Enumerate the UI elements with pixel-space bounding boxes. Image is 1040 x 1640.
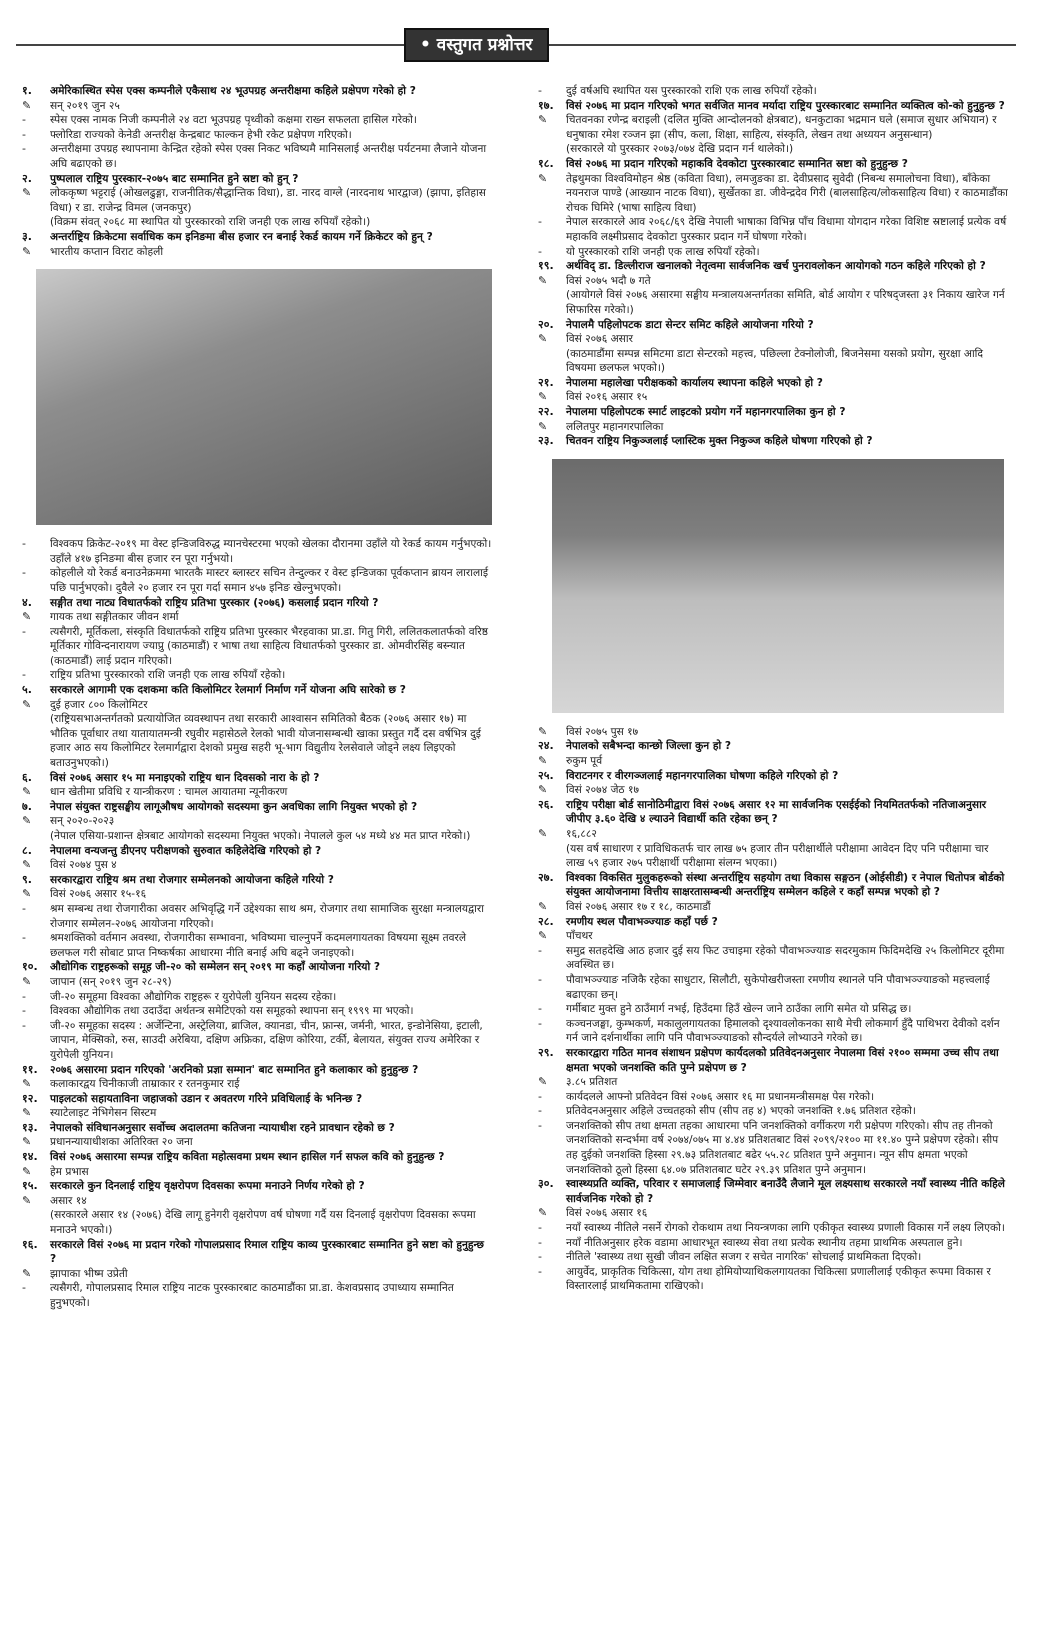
answer-text: पाँचथर (566, 930, 593, 943)
answer-row (22, 245, 492, 260)
answer-row (538, 827, 1008, 842)
item-marker (22, 712, 50, 770)
pencil-icon: ✎ (22, 98, 32, 112)
item-marker: ८. (22, 843, 32, 857)
answer-text: सन् २०१९ जुन २५ (50, 99, 120, 112)
question-text: अमेरिकास्थित स्पेस एक्स कम्पनीले एकैसाथ २४ भूउपग्रह अन्तरीक्षमा कहिले प्रक्षेपण गरेको हो ? (50, 85, 416, 97)
answer-text: प्रधानन्यायाधीशका अतिरिक्त २० जना (50, 1136, 193, 1149)
answer-text: चितवनका रणेन्द्र बराइली (दलित मुक्ति आन्दोलनको क्षेत्रबाट), धनकुटाका भद्रमान घले (समाज सुधार अभियान) र धनुषाका रमेश रञ्जन झा (सीप, कला, शिक्षा, साहित्य, संस्कृति, लेखन तथा अध्ययन अनुसन्धान) (566, 114, 997, 141)
question-row (22, 1063, 492, 1078)
answer-row (22, 829, 492, 844)
question-text: विराटनगर र वीरगञ्जलाई महानगरपालिका घोषणा कहिले गरिएको हो ? (566, 769, 839, 782)
question-text: नेपालमा पहिलोपटक स्मार्ट लाइटको प्रयोग गर्ने महानगरपालिका कुन हो ? (566, 406, 846, 419)
answer-row (22, 99, 492, 114)
answer-row (538, 944, 1008, 973)
answer-row (538, 973, 1008, 1002)
answer-row (538, 783, 1008, 798)
pencil-icon: ✎ (538, 1075, 548, 1089)
answer-row (538, 172, 1008, 216)
answer-row (22, 128, 492, 143)
answer-text: जी-२० समूहका सदस्य : अर्जेन्टिना, अस्ट्रेलिया, ब्राजिल, क्यानडा, चीन, फ्रान्स, जर्मनी, भारत, इन्डोनेसिया, इटाली, जापान, मेक्सिको, रुस, साउदी अरेबिया, दक्षिण अफ्रिका, दक्षिण कोरिया, टर्की, बेलायत, संयुक्त राज्य अमेरिका र युरोपेली युनियन। (50, 1019, 483, 1061)
item-marker: ११. (22, 1062, 38, 1076)
answer-row (22, 186, 492, 215)
item-marker: - (538, 972, 542, 986)
item-marker: - (538, 1104, 542, 1118)
answer-text: श्रमशक्तिको वर्तमान अवस्था, रोजगारीका सम्भावना, भविष्यमा चाल्नुपर्ने कदमलगायतका विषयमा सूक्ष्म तवरले छलफल गरी सोबाट प्राप्त निष्कर्षका आधारमा नीति बनाई अघि बढ्ने जनाइएको। (50, 932, 467, 959)
answer-text: विसं २०७६ असार (566, 333, 633, 346)
answer-row (538, 245, 1008, 260)
pencil-icon: ✎ (22, 1106, 32, 1120)
answer-row (538, 1075, 1008, 1090)
question-row (538, 99, 1008, 114)
answer-row (538, 84, 1008, 99)
question-row (22, 873, 492, 888)
question-row (538, 157, 1008, 172)
answer-text: विश्वका औद्योगिक तथा उदाउँदा अर्थतन्त्र समेटिएको यस समूहको स्थापना सन् १९९९ मा भएको। (50, 1005, 414, 1018)
answer-text: स्पेस एक्स नामक निजी कम्पनीले २४ वटा भूउपग्रह पृथ्वीको कक्षमा राख्न सफलता हासिल गरेको। (50, 114, 417, 127)
answer-row (22, 902, 492, 931)
answer-text: ३.८५ प्रतिशत (566, 1076, 618, 1089)
question-text: विसं २०७६ असार १५ मा मनाइएको राष्ट्रिय धान दिवसको नारा के हो ? (50, 771, 320, 784)
question-text: नेपालमा वन्यजन्तु डीएनए परीक्षणको सुरुवात कहिलेदेखि गरिएको हो ? (50, 844, 322, 857)
answer-row (538, 1206, 1008, 1221)
question-text: सरकारले कुन दिनलाई राष्ट्रिय वृक्षरोपण दिवसका रूपमा मनाउने निर्णय गरेको हो ? (50, 1180, 365, 1193)
question-row (22, 1179, 492, 1194)
answer-text: पौवाभञ्ज्याङ नजिकै रहेका साधुटार, सिलौटी, सुकेपोखरीजस्ता रमणीय स्थानले पनि पौवाभञ्ज्याङको महत्त्वलाई बढाएका छन्। (566, 973, 990, 1001)
question-row (538, 1046, 1008, 1075)
answer-row (538, 332, 1008, 347)
answer-row (22, 858, 492, 873)
answer-text: कञ्चनजङ्घा, कुम्भकर्ण, मकालुलगायतका हिमालको दृश्यावलोकनका साथै मेची लोकमार्ग हुँदै पाथिभरा देवीको दर्शन गर्न जाने दर्शनार्थीका लागि पनि पौवाभञ्ज्याङको सौन्दर्यले लोभ्याउने गरेको छ। (566, 1017, 1000, 1045)
question-text: विसं २०७६ मा प्रदान गरिएको महाकवि देवकोटा पुरस्कारबाट सम्मानित स्रष्टा को हुनुहुन्छ ? (566, 157, 908, 170)
question-row (22, 683, 492, 698)
answer-text: स्याटेलाइट नेभिगेसन सिस्टम (50, 1107, 157, 1120)
answer-text: तेह्रथुमका विश्वविमोहन श्रेष्ठ (कविता विधा), लमजुङका डा. देवीप्रसाद सुवेदी (निबन्ध समालोचना विधा), बाँकेका नयनराज पाण्डे (आख्यान नाटक विधा), सुर्खेतका डा. जीवेन्द्रदेव गिरी (बालसाहित्य/लोकसाहित्य विधा) र काठमाडौंका रोचक घिमिरे (भाषा साहित्य विधा) (566, 172, 1008, 214)
question-row (22, 230, 492, 245)
item-marker: २८. (538, 914, 554, 928)
answer-text: फ्लोरिडा राज्यको केनेडी अन्तरीक्ष केन्द्रबाट फाल्कन हेभी रकेट प्रक्षेपण गरिएको। (50, 128, 352, 141)
pencil-icon: ✎ (22, 785, 32, 799)
item-marker: २३. (538, 434, 554, 448)
item-marker: १४. (22, 1150, 38, 1164)
answer-text: लोककृष्ण भट्टराई (ओखलढुङ्गा, राजनीतिक/सैद्धान्तिक विधा), डा. नारद वाग्ले (नारदनाथ भारद्वाज) (झापा, इतिहास विधा) र डा. राजेन्द्र विमल (जनकपुर) (50, 187, 486, 214)
item-marker: - (538, 244, 542, 258)
answer-text: विसं २०७६ असार १६ (566, 1207, 648, 1220)
answer-row (538, 1002, 1008, 1017)
item-marker: १९. (538, 259, 554, 273)
answer-text: (यस वर्ष साधारण र प्राविधिकतर्फ चार लाख ७५ हजार तीन परीक्षार्थीले परीक्षामा आवेदन दिए पनि परीक्षामा चार लाख ५९ हजार २७५ परीक्षार्थी परीक्षामा संलग्न भएका।) (566, 842, 989, 870)
item-marker: - (22, 1004, 26, 1018)
pencil-icon: ✎ (538, 827, 548, 840)
item-marker: १६. (22, 1237, 38, 1251)
pencil-icon: ✎ (22, 1135, 32, 1149)
pencil-icon: ✎ (22, 1266, 32, 1280)
question-row (22, 596, 492, 611)
answer-text: श्रम सम्बन्ध तथा रोजगारीका अवसर अभिवृद्धि गर्ने उद्देश्यका साथ श्रम, रोजगार तथा सामाजिक सुरक्षा मन्त्रालयद्वारा रोजगार सम्मेलन-२०७६ आयोजना गरिएको। (50, 902, 484, 930)
answer-row (538, 142, 1008, 157)
answer-text: १६,८८२ (566, 828, 597, 840)
answer-text: (काठमाडौंमा सम्पन्न समिटमा डाटा सेन्टरको महत्त्व, पछिल्ला टेक्नोलोजी, बिजनेसमा यसको प्रयोग, सुरक्षा आदि विषयमा छलफल भएको।) (566, 347, 984, 375)
pencil-icon: ✎ (22, 814, 32, 828)
question-row (538, 318, 1008, 333)
answer-row (538, 1250, 1008, 1265)
answer-text: सन् २०२०-२०२३ (50, 815, 115, 828)
item-marker: २९. (538, 1045, 554, 1059)
item-marker: - (538, 84, 542, 97)
answer-text: (विक्रम संवत् २०६८ मा स्थापित यो पुरस्कारको राशि जनही एक लाख रुपियाँ रहेको।) (50, 216, 371, 229)
item-marker (538, 288, 566, 317)
answer-row (538, 113, 1008, 142)
question-row (22, 771, 492, 786)
pencil-icon: ✎ (538, 390, 548, 404)
item-marker: - (538, 1002, 542, 1016)
item-marker: १५. (22, 1179, 38, 1193)
item-marker: - (538, 1235, 542, 1249)
answer-row (22, 668, 492, 683)
answer-text: प्रतिवेदनअनुसार अहिले उच्चतहको सीप (सीप तह ४) भएको जनशक्ति १.७६ प्रतिशत रहेको। (566, 1105, 916, 1118)
question-row (22, 844, 492, 859)
item-marker: ४. (22, 595, 32, 609)
item-marker: - (22, 931, 26, 945)
question-text: नेपाल संयुक्त राष्ट्रसङ्घीय लागूऔषध आयोगको सदस्यमा कुन अवधिका लागि नियुक्त भएको हो ? (50, 800, 418, 813)
item-marker: १८. (538, 156, 554, 170)
question-row (22, 1092, 492, 1107)
answer-text: रुकुम पूर्व (566, 755, 603, 768)
question-text: राष्ट्रिय परीक्षा बोर्ड सानोठिमीद्वारा विसं २०७६ असार १२ मा सार्वजनिक एसईईको नियमिततर्फको नतिजाअनुसार जीपीए ३.६० देखि ४ ल्याउने विद्यार्थी कति रहेका छन् ? (566, 798, 987, 826)
answer-text: यो पुरस्कारको राशि जनही एक लाख रुपियाँ रहेको। (566, 245, 760, 258)
question-text: नेपालको सबैभन्दा कान्छो जिल्ला कुन हो ? (566, 740, 732, 753)
answer-row (538, 288, 1008, 317)
item-marker: - (22, 1281, 26, 1295)
item-marker: ९. (22, 872, 32, 886)
item-marker: २४. (538, 739, 554, 753)
left-column (22, 84, 492, 1311)
pencil-icon: ✎ (22, 244, 32, 258)
pencil-icon: ✎ (538, 783, 548, 797)
question-row (538, 739, 1008, 754)
answer-text: जनशक्तिको सीप तथा क्षमता तहका आधारमा पनि जनशक्तिको वर्गीकरण गरी प्रक्षेपण गरिएको। सीप तह तीनको जनशक्तिको सन्दर्भमा वर्ष २०७४/०७५ मा ४.४४ प्रतिशतबाट विसं २०९९/२१०० मा ११.४० पुग्ने प्रक्षेपण रहेको। सीप तह दुईको जनशक्ति हिस्सा २९.७३ प्रतिशतबाट बढेर ५५.२८ प्रतिशत पुग्ने अनुमान। न्यून सीप क्षमता भएको जनशक्तिको ठूलो हिस्सा ६४.०७ प्रतिशतबाट घटेर २९.३९ प्रतिशत पुग्ने अनुमान। (566, 1119, 999, 1176)
answer-text: आयुर्वेद, प्राकृतिक चिकित्सा, योग तथा होमियोप्याथिकलगायतका चिकित्सा प्रणालीलाई एकीकृत रूपमा विकास र विस्तारलाई प्राथमिकतामा राखिएको। (566, 1265, 991, 1293)
item-marker: - (22, 668, 26, 682)
answer-row (538, 1236, 1008, 1251)
pencil-icon: ✎ (22, 1164, 32, 1178)
answer-row (538, 1221, 1008, 1236)
answer-row (538, 420, 1008, 435)
answer-row (538, 1104, 1008, 1119)
answer-row (538, 754, 1008, 769)
answer-text: विसं २०१६ असार १५ (566, 391, 648, 404)
answer-text: कार्यदलले आफ्नो प्रतिवेदन विसं २०७६ असार १६ मा प्रधानमन्त्रीसमक्ष पेस गरेको। (566, 1090, 875, 1103)
pencil-icon: ✎ (22, 1077, 32, 1091)
answer-text: (राष्ट्रियसभाअन्तर्गतको प्रत्यायोजित व्यवस्थापन तथा सरकारी आश्वासन समितिको बैठक (२०७६ असार १७) मा भौतिक पूर्वाधार तथा यातायातमन्त्री रघुवीर महासेठले रेलको भावी योजनासम्बन्धी खाका प्रस्तुत गर्दै दस वर्षभित्र दुई हजार आठ सय किलोमिटर रेलमार्गद्वारा देशको प्रमुख सहरी भू-भाग विद्युतीय रेलसेवाले जोड्ने लक्ष्य लिइएको बताउनुभएको।) (50, 713, 481, 770)
item-marker (538, 347, 566, 376)
pencil-icon: ✎ (22, 610, 32, 624)
question-row (538, 1177, 1008, 1206)
question-text: सरकारले विसं २०७६ मा प्रदान गरेको गोपालप्रसाद रिमाल राष्ट्रिय काव्य पुरस्कारबाट सम्मानित हुने स्रष्टा को हुनुहुन्छ ? (50, 1238, 484, 1266)
answer-row (22, 537, 492, 566)
answer-text: अन्तरीक्षमा उपग्रह स्थापनामा केन्द्रित रहेको स्पेस एक्स निकट भविष्यमै मानिसलाई अन्तरीक्ष पर्यटनमा लैजाने योजना अघि बढाएको छ। (50, 143, 487, 170)
question-row (538, 769, 1008, 784)
answer-text: दुई हजार ८०० किलोमिटर (50, 698, 148, 711)
pencil-icon: ✎ (538, 273, 548, 287)
answer-row (538, 1090, 1008, 1105)
item-marker: १२. (22, 1091, 38, 1105)
answer-row (22, 698, 492, 713)
answer-row (22, 610, 492, 625)
item-marker: २१. (538, 375, 554, 389)
answer-text: विश्वकप क्रिकेट-२०१९ मा वेस्ट इन्डिजविरुद्ध म्यानचेस्टरमा भएको खेलका दौरानमा उहाँले यो रेकर्ड कायम गर्नुभएको। उहाँले ४१७ इनिङमा बीस हजार रन पूरा गर्नुभयो। (50, 538, 492, 565)
answer-row (22, 1194, 492, 1209)
item-marker: १०. (22, 960, 38, 974)
question-row (22, 960, 492, 975)
item-marker: - (538, 1089, 542, 1103)
answer-row (538, 390, 1008, 405)
answer-row (22, 625, 492, 669)
item-marker: - (22, 113, 26, 127)
answer-row (538, 842, 1008, 871)
right-column (538, 84, 1008, 1294)
pencil-icon: ✎ (22, 697, 32, 711)
answer-text: राष्ट्रिय प्रतिभा पुरस्कारको राशि जनही एक लाख रुपियाँ रहेको। (50, 669, 286, 682)
pencil-icon: ✎ (22, 186, 32, 200)
question-row (538, 434, 1008, 449)
item-marker: - (538, 1221, 542, 1235)
answer-text: धान खेतीमा प्रविधि र यान्त्रीकरण : चामल आयातमा न्यूनीकरण (50, 786, 288, 799)
pencil-icon: ✎ (22, 887, 32, 901)
answer-row (538, 347, 1008, 376)
question-text: नेपालमा महालेखा परीक्षकको कार्यालय स्थापना कहिले भएको हो ? (566, 376, 823, 389)
question-row (22, 84, 492, 99)
answer-row (22, 1106, 492, 1121)
item-marker: ३०. (538, 1177, 554, 1191)
item-marker: - (22, 989, 26, 1003)
answer-row (22, 975, 492, 990)
item-marker: २७. (538, 870, 554, 884)
item-marker: ३. (22, 229, 32, 243)
item-marker (22, 215, 50, 230)
question-row (22, 1150, 492, 1165)
item-marker: - (22, 537, 26, 551)
answer-row (22, 1165, 492, 1180)
question-row (538, 259, 1008, 274)
answer-row (22, 931, 492, 960)
question-text: विश्वका विकसित मुलुकहरूको संस्था अन्तर्राष्ट्रिय सहयोग तथा विकास सङ्गठन (ओईसीडी) र नेपाल धितोपत्र बोर्डको संयुक्त आयोजनामा वित्तीय साक्षरतासम्बन्धी अन्तर्राष्ट्रिय सम्मेलन कहिले र कहाँ सम्पन्न भएको हो ? (566, 871, 1005, 899)
answer-text: त्यसैगरी, मूर्तिकला, संस्कृति विधातर्फको राष्ट्रिय प्रतिभा पुरस्कार भैरहवाका प्रा.डा. गितु गिरी, ललितकलातर्फको वरिष्ठ मूर्तिकार गोविन्दनारायण ज्याप्रु (काठमाडौं) र भाषा तथा साहित्य विधातर्फको पुरस्कार डा. ओमवीरसिंह बस्न्यात (काठमाडौं) लाई प्रदान गरिएको। (50, 625, 488, 667)
answer-text: (नेपाल एसिया-प्रशान्त क्षेत्रबाट आयोगको सदस्यमा नियुक्त भएको। नेपालले कुल ५४ मध्ये ४४ मत प्राप्त गरेको।) (50, 830, 471, 842)
rhino-photo (552, 459, 1004, 713)
question-text: औद्योगिक राष्ट्रहरूको समूह जी-२० को सम्मेलन सन् २०१९ मा कहाँ आयोजना गरियो ? (50, 961, 381, 974)
answer-text: त्यसैगरी, गोपालप्रसाद रिमाल राष्ट्रिय नाटक पुरस्कारबाट काठमाडौंका प्रा.डा. केशवप्रसाद उपाध्याय सम्मानित हुनुभएको। (50, 1282, 454, 1309)
answer-row (22, 1004, 492, 1019)
item-marker: १. (22, 84, 32, 97)
item-marker: - (22, 566, 26, 580)
answer-row (22, 142, 492, 171)
answer-text: जापान (सन् २०१९ जुन २८-२९) (50, 975, 172, 988)
pencil-icon: ✎ (538, 332, 548, 346)
item-marker: २२. (538, 405, 554, 419)
question-text: रमणीय स्थल पौवाभञ्ज्याङ कहाँ पर्छ ? (566, 915, 718, 928)
answer-row (22, 712, 492, 770)
question-row (22, 800, 492, 815)
question-text: २०७६ असारमा प्रदान गरिएको 'अरनिको प्रज्ञा सम्मान' बाट सम्मानित हुने कलाकार को हुनुहुन्छ ? (50, 1063, 419, 1076)
item-marker: - (22, 127, 26, 141)
cricketer-photo (36, 269, 492, 525)
item-marker (538, 842, 566, 871)
pencil-icon: ✎ (538, 754, 548, 768)
answer-row (22, 215, 492, 230)
item-marker: २०. (538, 317, 554, 331)
answer-row (538, 900, 1008, 915)
answer-text: दुई वर्षअघि स्थापित यस पुरस्कारको राशि एक लाख रुपियाँ रहेको। (566, 85, 817, 97)
question-row (22, 1238, 492, 1267)
answer-row (22, 113, 492, 128)
answer-row (22, 566, 492, 595)
answer-text: नेपाल सरकारले आव २०६८/६९ देखि नेपाली भाषाका विभिन्न पाँच विधामा योगदान गरेका विशिष्ट स्रष्टालाई प्रत्येक वर्ष महाकवि लक्ष्मीप्रसाद देवकोटा पुरस्कार प्रदान गर्ने घोषणा गरेको। (566, 216, 1007, 243)
answer-text: कोहलीले यो रेकर्ड बनाउनेक्रममा भारतकै मास्टर ब्लास्टर सचिन तेन्दुल्कर र वेस्ट इन्डिजका पूर्वकप्तान ब्रायन लारालाई पछि पार्नुभएको। दुवैले २० हजार रन पूरा गर्दा समान ४५७ इनिङ खेल्नुभएको। (50, 567, 489, 594)
answer-text: विसं २०७५ भदौ ७ गते (566, 274, 651, 287)
answer-row (538, 1265, 1008, 1294)
answer-row (22, 990, 492, 1005)
answer-text: नीतिले 'स्वास्थ्य तथा सुखी जीवन लक्षित सजग र सचेत नागरिक' सोचलाई प्राथमिकता दिएको। (566, 1251, 922, 1264)
answer-row (22, 887, 492, 902)
question-row (22, 1121, 492, 1136)
answer-row (538, 929, 1008, 944)
question-text: नेपालमै पहिलोपटक डाटा सेन्टर समिट कहिले आयोजना गरियो ? (566, 318, 814, 331)
item-marker: ५. (22, 683, 32, 697)
pencil-icon: ✎ (538, 929, 548, 943)
question-text: विसं २०७६ मा प्रदान गरिएको भगत सर्वजित मानव मर्यादा राष्ट्रिय पुरस्कारबाट सम्मानित व्यक्तित्व को-को हुनुहुन्छ ? (566, 99, 1005, 112)
question-text: अर्थविद् डा. डिल्लीराज खनालको नेतृत्वमा सार्वजनिक खर्च पुनरावलोकन आयोगको गठन कहिले गरिएको हो ? (566, 260, 986, 273)
item-marker: - (538, 215, 542, 229)
question-text: अन्तर्राष्ट्रिय क्रिकेटमा सर्वाधिक कम इनिङमा बीस हजार रन बनाई रेकर्ड कायम गर्ने क्रिकेटर को हुन् ? (50, 230, 433, 243)
item-marker: - (22, 142, 26, 156)
question-text: सङ्गीत तथा नाट्य विधातर्फको राष्ट्रिय प्रतिभा पुरस्कार (२०७६) कसलाई प्रदान गरियो ? (50, 596, 379, 609)
pencil-icon: ✎ (538, 1206, 548, 1220)
answer-text: ललितपुर महानगरपालिका (566, 420, 664, 433)
answer-text: (आयोगले विसं २०७६ असारमा सङ्घीय मन्त्रालयअन्तर्गतका समिति, बोर्ड आयोग र परिषद्जस्ता ३१ निकाय खारेज गर्न सिफारिस गरेको।) (566, 289, 1005, 316)
question-text: चितवन राष्ट्रिय निकुञ्जलाई प्लास्टिक मुक्त निकुञ्ज कहिले घोषणा गरिएको हो ? (566, 435, 873, 448)
section-title: • वस्तुगत प्रश्नोत्तर (404, 28, 549, 62)
answer-text: नयाँ नीतिअनुसार हरेक वडामा आधारभूत स्वास्थ्य सेवा तथा प्रत्येक स्थानीय तहमा प्राथमिक अस्पताल हुने। (566, 1236, 963, 1249)
answer-text: समुद्र सतहदेखि आठ हजार दुई सय फिट उचाइमा रहेको पौवाभञ्ज्याङ सदरमुकाम फिदिमदेखि २५ किलोमिटर दूरीमा अवस्थित छ। (566, 944, 1005, 972)
answer-row (538, 725, 1008, 740)
question-text: नेपालको संविधानअनुसार सर्वोच्च अदालतमा कतिजना न्यायाधीश रहने प्रावधान रहेको छ ? (50, 1121, 395, 1134)
question-text: विसं २०७६ असारमा सम्पन्न राष्ट्रिय कविता महोत्सवमा प्रथम स्थान हासिल गर्न सफल कवि को हुनुहुन्छ ? (50, 1151, 445, 1164)
section-header (16, 28, 1016, 72)
pencil-icon: ✎ (538, 899, 548, 913)
answer-row (538, 274, 1008, 289)
answer-text: विसं २०७६ असार १७ र १८, काठमाडौं (566, 900, 711, 913)
item-marker: - (538, 1250, 542, 1264)
answer-text: विसं २०७६ असार १५-१६ (50, 888, 147, 901)
answer-text: असार १४ (50, 1194, 87, 1207)
item-marker: ७. (22, 799, 32, 813)
answer-row (22, 1077, 492, 1092)
item-marker (22, 1208, 50, 1237)
item-marker: २६. (538, 797, 554, 811)
question-row (538, 915, 1008, 930)
answer-row (22, 1208, 492, 1237)
pencil-icon: ✎ (22, 858, 32, 872)
answer-row (538, 1119, 1008, 1177)
item-marker (22, 829, 50, 844)
answer-text: विसं २०७४ पुस ४ (50, 859, 117, 872)
answer-text: गर्मीबाट मुक्त हुने ठाउँमार्ग नभई, हिउँदमा हिउँ खेल्न जाने ठाउँका लागि समेत यो प्रसिद्ध छ। (566, 1003, 912, 1016)
item-marker: १७. (538, 98, 554, 112)
answer-text: विसं २०७५ पुस १७ (566, 725, 639, 738)
item-marker: - (538, 1264, 542, 1278)
pencil-icon: ✎ (538, 113, 548, 127)
question-row (538, 871, 1008, 900)
pencil-icon: ✎ (22, 1193, 32, 1207)
question-text: सरकारद्वारा गठित मानव संशाधन प्रक्षेपण कार्यदलको प्रतिवेदनअनुसार नेपालमा विसं २१०० सम्ममा उच्च सीप तथा क्षमता भएको जनशक्ति कति पुग्ने प्रक्षेपण छ ? (566, 1046, 999, 1074)
answer-row (22, 1019, 492, 1063)
answer-row (22, 1135, 492, 1150)
answer-text: नयाँ स्वास्थ्य नीतिले नसर्ने रोगको रोकथाम तथा नियन्त्रणका लागि एकीकृत स्वास्थ्य प्रणाली विकास गर्ने लक्ष्य लिएको। (566, 1222, 1005, 1235)
answer-text: भारतीय कप्तान विराट कोहली (50, 245, 164, 258)
question-row (538, 376, 1008, 391)
item-marker: २. (22, 171, 32, 185)
item-marker: ६. (22, 770, 32, 784)
question-text: स्वास्थ्यप्रति व्यक्ति, परिवार र समाजलाई जिम्मेवार बनाउँदै लैजाने मूल लक्ष्यसाथ सरकारले नयाँ स्वास्थ्य नीति कहिले सार्वजनिक गरेको हो ? (566, 1178, 1005, 1205)
item-marker: २५. (538, 768, 554, 782)
pencil-icon: ✎ (538, 171, 548, 185)
answer-row (538, 215, 1008, 244)
answer-text: (सरकारले असार १४ (२०७६) देखि लागू हुनेगरी वृक्षरोपण वर्ष घोषणा गर्दै यस दिनलाई वृक्षरोपण दिवसका रूपमा मनाउने भएको।) (50, 1209, 476, 1237)
item-marker: - (22, 624, 26, 638)
item-marker: - (538, 1016, 542, 1030)
item-marker: - (22, 901, 26, 915)
answer-row (22, 785, 492, 800)
answer-text: कलाकारद्वय चिनीकाजी ताम्राकार र रतनकुमार राई (50, 1078, 240, 1091)
question-text: सरकारले आगामी एक दशकमा कति किलोमिटर रेलमार्ग निर्माण गर्ने योजना अघि सारेको छ ? (50, 684, 406, 697)
item-marker: - (538, 1118, 542, 1132)
pencil-icon: ✎ (538, 724, 548, 738)
question-text: पुष्पलाल राष्ट्रिय पुरस्कार-२०७५ बाट सम्मानित हुने स्रष्टा को हुन् ? (50, 172, 299, 185)
answer-text: गायक तथा सङ्गीतकार जीवन शर्मा (50, 611, 179, 624)
answer-text: विसं २०७४ जेठ १७ (566, 784, 639, 797)
pencil-icon: ✎ (22, 974, 32, 988)
answer-row (22, 814, 492, 829)
question-row (538, 405, 1008, 420)
item-marker (538, 142, 566, 157)
item-marker: १३. (22, 1120, 38, 1134)
answer-row (22, 1267, 492, 1282)
answer-text: झापाका भीष्म उप्रेती (50, 1267, 128, 1280)
question-text: सरकारद्वारा राष्ट्रिय श्रम तथा रोजगार सम्मेलनको आयोजना कहिले गरियो ? (50, 873, 334, 886)
answer-text: हेम प्रभास (50, 1165, 89, 1178)
question-text: पाइलटको सहायताविना जहाजको उडान र अवतरण गरिने प्रविधिलाई के भनिन्छ ? (50, 1092, 363, 1105)
item-marker: - (538, 943, 542, 957)
item-marker: - (22, 1018, 26, 1032)
pencil-icon: ✎ (538, 419, 548, 433)
answer-text: (सरकारले यो पुरस्कार २०७३/०७४ देखि प्रदान गर्न थालेको।) (566, 143, 794, 156)
answer-text: जी-२० समूहमा विश्वका औद्योगिक राष्ट्रहरू र युरोपेली युनियन सदस्य रहेका। (50, 990, 337, 1003)
answer-row (538, 1017, 1008, 1046)
answer-row (22, 1281, 492, 1310)
question-row (22, 172, 492, 187)
question-row (538, 798, 1008, 827)
